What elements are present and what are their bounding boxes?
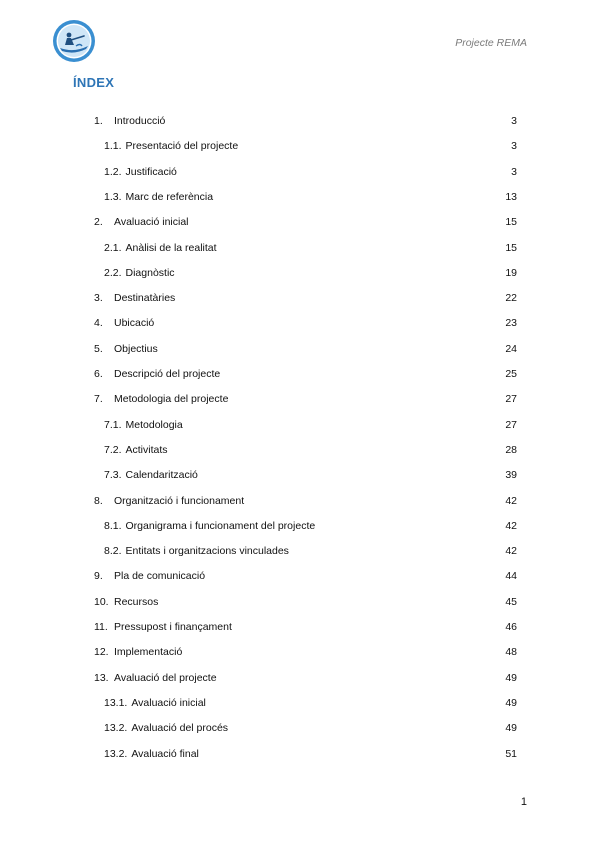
toc-entry-number: 1.1. — [104, 140, 122, 153]
toc-entry-label — [104, 442, 168, 458]
toc-entry-page: 13 — [505, 190, 517, 203]
toc-entry-text: Entitats i organitzacions vinculades — [125, 545, 289, 558]
toc-entry-number: 13.2. — [104, 722, 128, 735]
toc-entry-label — [94, 644, 182, 660]
toc-entry-text: Objectius — [114, 342, 158, 355]
toc-entry-text: Justificació — [125, 165, 177, 178]
toc-entry[interactable] — [0, 720, 600, 736]
toc-entry-text: Implementació — [114, 646, 183, 659]
toc-entry[interactable] — [0, 417, 600, 433]
toc-entry-page: 23 — [505, 317, 517, 330]
toc-entry-number: 13. — [94, 671, 109, 684]
toc-entry-page: 42 — [505, 494, 517, 507]
toc-entry-page: 49 — [505, 696, 517, 709]
toc-entry[interactable] — [0, 366, 600, 382]
toc-entry-number: 13.2. — [104, 747, 128, 760]
toc-entry-page: 42 — [505, 519, 517, 532]
toc-entry[interactable] — [0, 290, 600, 306]
toc-entry-text: Diagnòstic — [125, 266, 175, 279]
toc-entry-label — [94, 113, 165, 129]
toc-entry-label — [104, 746, 199, 762]
toc-entry-page: 48 — [505, 646, 517, 659]
toc-entry-text: Pla de comunicació — [114, 570, 206, 583]
toc-entry-text: Organització i funcionament — [114, 494, 245, 507]
toc-entry-page: 27 — [505, 393, 517, 406]
toc-entry-number: 12. — [94, 646, 109, 659]
toc-entry[interactable] — [0, 265, 600, 281]
toc-entry[interactable] — [0, 214, 600, 230]
toc-entry-page: 45 — [505, 595, 517, 608]
toc-entry-number: 5. — [94, 342, 103, 355]
toc-entry-page: 15 — [505, 241, 517, 254]
toc-entry-page: 25 — [505, 368, 517, 380]
toc-entry-number: 7.1. — [104, 418, 122, 431]
toc-entry-text: Recursos — [114, 595, 159, 608]
toc-entry-page: 19 — [505, 266, 517, 279]
toc-entry-number: 7. — [94, 393, 103, 406]
toc-entry-label — [104, 138, 238, 154]
toc-entry-page: 22 — [505, 292, 517, 305]
toc-entry[interactable] — [0, 619, 600, 635]
toc-entry-page: 42 — [505, 545, 517, 558]
toc-entry-page: 49 — [505, 722, 517, 735]
toc-entry[interactable] — [0, 240, 600, 256]
toc-entry[interactable] — [0, 467, 600, 483]
toc-entry[interactable] — [0, 568, 600, 584]
toc-entry-text: Marc de referència — [125, 190, 214, 203]
toc-entry-text: Metodologia — [125, 418, 183, 431]
toc-entry-text: Destinatàries — [114, 292, 176, 305]
toc-entry-text: Activitats — [125, 443, 168, 456]
toc-entry[interactable] — [0, 113, 600, 129]
toc-entry-label — [94, 493, 244, 509]
toc-entry-text: Avaluació final — [131, 747, 199, 760]
toc-entry[interactable] — [0, 543, 600, 559]
toc-entry-number: 6. — [94, 368, 103, 380]
toc-entry-label — [94, 670, 217, 686]
toc-entry-label — [104, 720, 228, 736]
toc-entry-number: 1.3. — [104, 190, 122, 203]
toc-entry-text: Ubicació — [114, 317, 155, 330]
toc-entry-number: 8. — [94, 494, 103, 507]
toc-entry-label — [94, 290, 175, 306]
toc-entry-label — [104, 164, 177, 180]
toc-entry-page: 15 — [505, 216, 517, 229]
toc-entry-label — [104, 543, 289, 559]
toc-entry-text: Pressupost i finançament — [114, 621, 232, 633]
rowing-boat-logo-icon — [51, 18, 97, 64]
toc-entry-label — [94, 594, 158, 610]
toc-entry-page: 24 — [505, 342, 517, 355]
toc-entry-label — [94, 341, 158, 357]
toc-entry[interactable] — [0, 138, 600, 154]
toc-entry-label — [104, 189, 213, 205]
toc-entry-page: 28 — [505, 443, 517, 456]
toc-entry-text: Calendarització — [125, 469, 198, 482]
toc-entry-label — [104, 467, 198, 483]
header-project-name: Projecte REMA — [455, 37, 527, 49]
toc-entry-label — [94, 568, 205, 584]
toc-entry[interactable] — [0, 644, 600, 660]
toc-entry-page: 51 — [505, 747, 517, 760]
toc-entry-number: 10. — [94, 595, 109, 608]
toc-entry-text: Metodologia del projecte — [114, 393, 229, 406]
toc-entry[interactable] — [0, 670, 600, 686]
toc-entry[interactable] — [0, 695, 600, 711]
toc-entry-label — [94, 315, 154, 331]
toc-entry-text: Anàlisi de la realitat — [125, 241, 217, 254]
toc-entry[interactable] — [0, 442, 600, 458]
toc-entry-number: 3. — [94, 292, 103, 305]
toc-entry-number: 8.2. — [104, 545, 122, 558]
toc-entry[interactable] — [0, 746, 600, 762]
toc-entry-number: 11. — [94, 621, 108, 633]
toc-entry-number: 7.3. — [104, 469, 122, 482]
toc-entry-label — [104, 240, 217, 256]
toc-entry-page: 44 — [505, 570, 517, 583]
toc-entry-label — [104, 417, 183, 433]
page-number: 1 — [520, 796, 527, 808]
toc-entry-page: 27 — [505, 418, 517, 431]
toc-entry-page: 49 — [505, 671, 517, 684]
toc-entry-number: 2.1. — [104, 241, 122, 254]
toc-entry-number: 7.2. — [104, 443, 122, 456]
toc-entry-text: Avaluació del procés — [131, 722, 229, 735]
toc-entry-label — [104, 265, 175, 281]
toc-entry-number: 9. — [94, 570, 103, 583]
toc-entry-text: Descripció del projecte — [114, 368, 221, 380]
toc-entry-label — [94, 619, 232, 635]
toc-entry-number: 13.1. — [104, 696, 128, 709]
toc-entry-number: 8.1. — [104, 519, 122, 532]
toc-entry-text: Avaluació del projecte — [114, 671, 217, 684]
toc-entry[interactable] — [0, 493, 600, 509]
toc-entry-label — [94, 391, 228, 407]
toc-entry-number: 1.2. — [104, 165, 122, 178]
toc-entry[interactable] — [0, 518, 600, 534]
toc-entry[interactable] — [0, 341, 600, 357]
toc-entry-label — [94, 214, 189, 230]
toc-entry-page: 3 — [511, 140, 517, 153]
toc-entry-text: Presentació del projecte — [125, 140, 239, 153]
toc-entry-page: 3 — [511, 165, 517, 178]
toc-entry-text: Avaluació inicial — [131, 696, 206, 709]
toc-entry-label — [94, 366, 220, 382]
toc-entry[interactable] — [0, 164, 600, 180]
toc-title: ÍNDEX — [73, 75, 115, 90]
toc-entry[interactable] — [0, 391, 600, 407]
toc-entry[interactable] — [0, 315, 600, 331]
toc-entry-number: 2. — [94, 216, 103, 229]
toc-entry[interactable] — [0, 594, 600, 610]
toc-entry[interactable] — [0, 189, 600, 205]
toc-entry-text: Introducció — [114, 115, 166, 127]
toc-entry-page: 3 — [511, 115, 517, 127]
toc-entry-page: 39 — [505, 469, 517, 482]
toc-entry-label — [104, 695, 206, 711]
toc-entry-text: Organigrama i funcionament del projecte — [125, 519, 316, 532]
toc-entry-number: 2.2. — [104, 266, 122, 279]
toc-entry-label — [104, 518, 315, 534]
toc-entry-number: 4. — [94, 317, 103, 330]
toc-entry-text: Avaluació inicial — [114, 216, 189, 229]
toc-entry-number: 1. — [94, 115, 103, 127]
toc-entry-page: 46 — [505, 621, 517, 633]
